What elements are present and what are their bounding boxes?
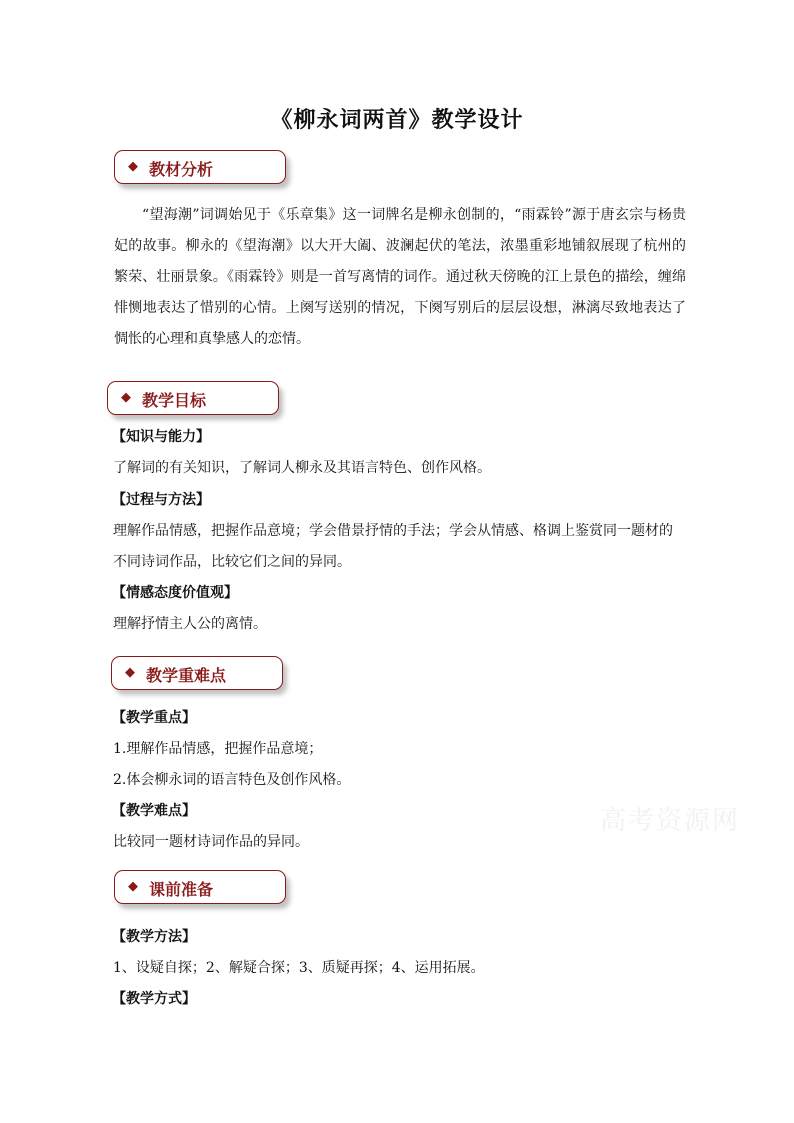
process-text-line: 理解作品情感，把握作品意境；学会借景抒情的手法；学会从情感、格调上鉴赏同一题材的 xyxy=(113,523,673,539)
section-heading-keypoints xyxy=(111,656,283,690)
analysis-paragraph: “望海潮”词调始见于《乐章集》这一词牌名是柳永创制的，“雨霖铃”源于唐玄宗与杨贵妃的故事。柳永的《望海潮》以大开大阖、波澜起伏的笔法，浓墨重彩地铺叙展现了杭州的繁荣、壮丽景象。《雨霖铃》则是一首写离情的词作。通过秋天傍晚的江上景色的描绘，缠绵悱恻地表达了惜别的心情。上阕写送别的情况，下阕写别后的层层设想，淋漓尽致地表达了惆怅的心理和真挚感人的恋情。 xyxy=(114,207,686,347)
diamond-icon: ◆ xyxy=(125,665,135,680)
diamond-icon: ◆ xyxy=(121,390,131,405)
section-heading-analysis xyxy=(114,150,286,184)
diamond-icon: ◆ xyxy=(128,159,138,174)
focus-title: 【教学重点】 xyxy=(112,710,196,726)
knowledge-text: 了解词的有关知识，了解词人柳永及其语言特色、创作风格。 xyxy=(113,460,491,476)
page-title: 《柳永词两首》教学设计 xyxy=(270,107,524,133)
difficulty-title: 【教学难点】 xyxy=(112,803,196,819)
section-heading-label: 教材分析 xyxy=(149,160,214,179)
emotion-title: 【情感态度价值观】 xyxy=(112,585,238,601)
method-title: 【教学方法】 xyxy=(112,929,196,945)
section-heading-prep xyxy=(114,870,286,904)
watermark: 高考资源网 xyxy=(600,806,741,836)
method-text: 1、设疑自探；2、解疑合探；3、质疑再探；4、运用拓展。 xyxy=(113,960,485,976)
emotion-text: 理解抒情主人公的离情。 xyxy=(113,616,267,632)
process-text-line: 不同诗词作品，比较它们之间的异同。 xyxy=(113,554,351,570)
focus-item: 2.体会柳永词的语言特色及创作风格。 xyxy=(113,772,351,788)
process-title: 【过程与方法】 xyxy=(112,492,210,508)
section-heading-label: 教学目标 xyxy=(142,391,207,410)
section-heading-goals xyxy=(107,381,279,415)
difficulty-text: 比较同一题材诗词作品的异同。 xyxy=(113,834,309,850)
focus-item: 1.理解作品情感，把握作品意境； xyxy=(113,741,323,757)
mode-title: 【教学方式】 xyxy=(112,991,196,1007)
diamond-icon: ◆ xyxy=(128,879,138,894)
section-heading-label: 课前准备 xyxy=(149,880,214,899)
knowledge-title: 【知识与能力】 xyxy=(112,429,210,445)
section-heading-label: 教学重难点 xyxy=(146,666,227,685)
